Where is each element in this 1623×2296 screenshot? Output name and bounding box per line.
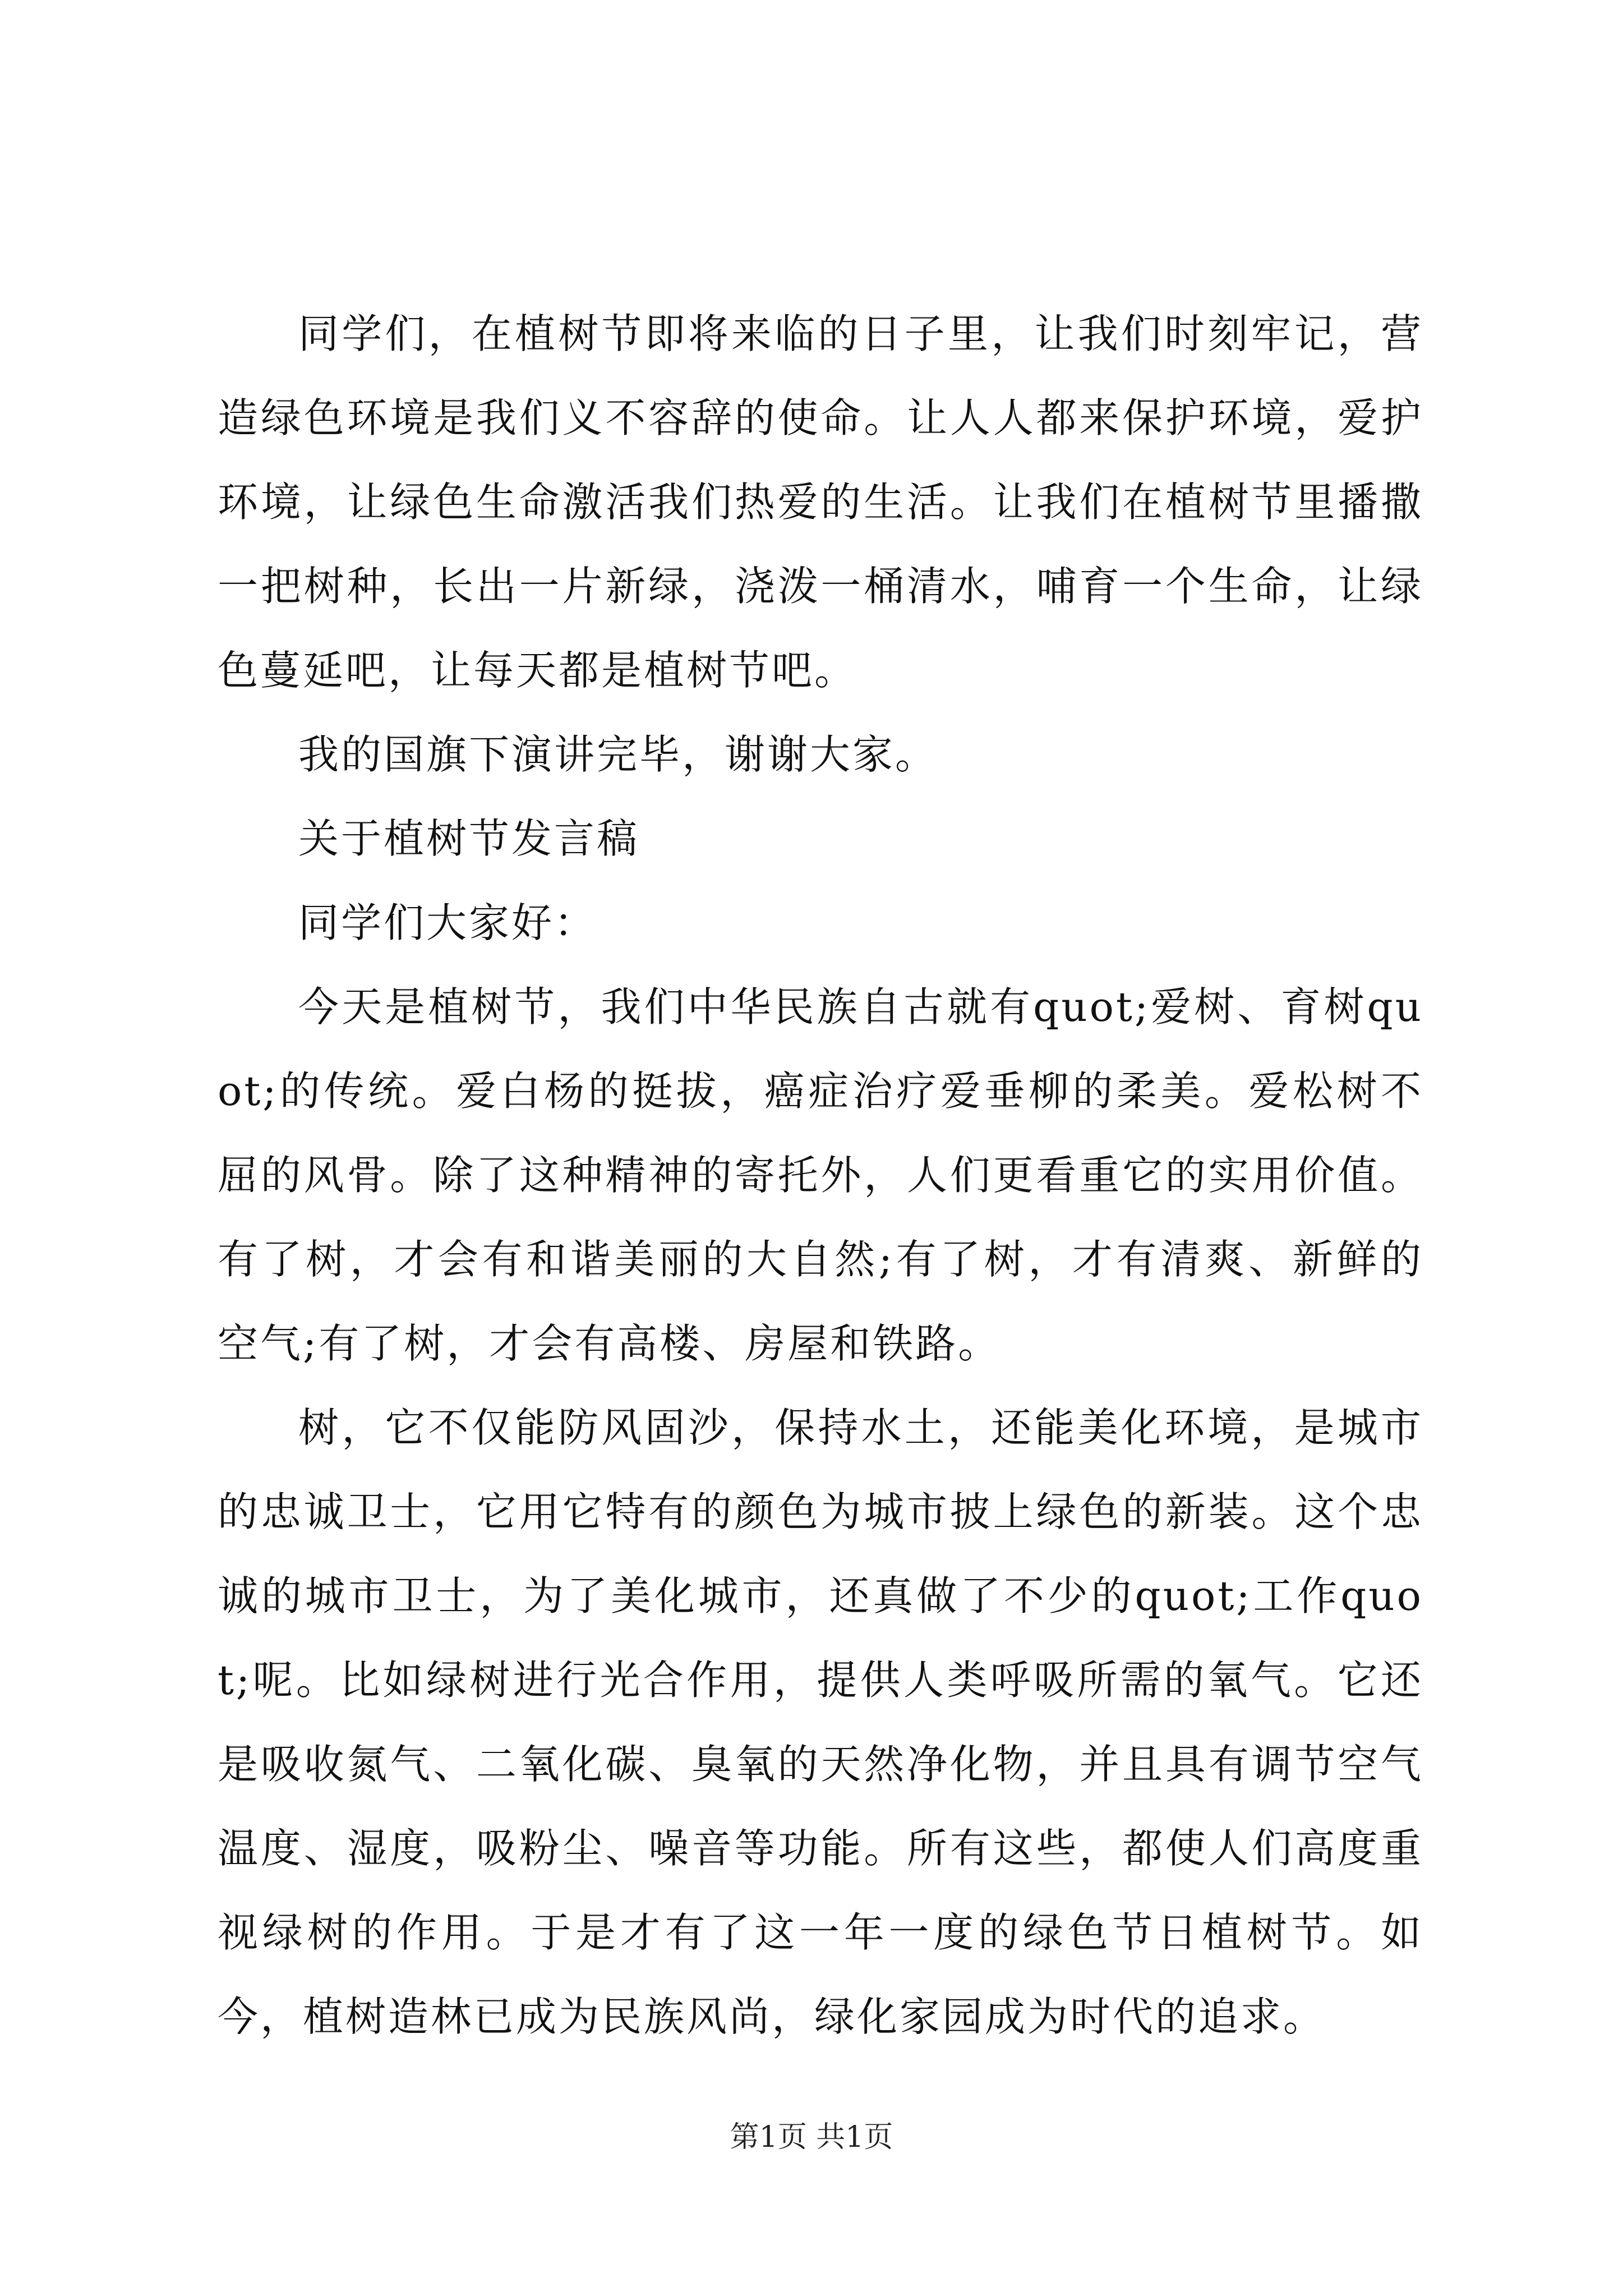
paragraph-thanks: 我的国旗下演讲完毕，谢谢大家。 [298,731,938,778]
paragraph-tree-functions: 树，它不仅能防风固沙，保持水土，还能美化环境，是城市的忠诚卫士，它用它特有的颜色为城市披上绿色的新装。这个忠诚的城市卫士，为了美化城市，还真做了不少的quot;工作quot;呢。比如绿树进行光合作用，提供人类呼吸所需的氧气。它还是吸收氮气、二氧化碳、臭氧的天然净化物，并且具有调节空气温度、湿度，吸粉尘、噪音等功能。所有这些，都使人们高度重视绿树的作用。于是才有了这一年一度的绿色节日植树节。如今，植树造林已成为民族风尚，绿化家园成为时代的追求。 [218,1404,1423,2040]
paragraph-closing-appeal: 同学们，在植树节即将来临的日子里，让我们时刻牢记，营造绿色环境是我们义不容辞的使命。让人人都来保护环境，爱护环境，让绿色生命激活我们热爱的生活。让我们在植树节里播撒一把树种，长出一片新绿，浇泼一桶清水，哺育一个生命，让绿色蔓延吧，让每天都是植树节吧。 [218,310,1423,694]
paragraph-tradition: 今天是植树节，我们中华民族自古就有quot;爱树、育树quot;的传统。爱白杨的挺拔，癌症治疗爱垂柳的柔美。爱松树不屈的风骨。除了这种精神的寄托外，人们更看重它的实用价值。有了树，才会有和谐美丽的大自然;有了树，才有清爽、新鲜的空气;有了树，才会有高楼、房屋和铁路。 [218,983,1423,1367]
page-footer: 第1页 共1页 [730,2120,893,2154]
document-body [218,292,1423,2059]
paragraph-greeting: 同学们大家好： [298,899,597,946]
section-title: 关于植树节发言稿 [298,815,640,862]
